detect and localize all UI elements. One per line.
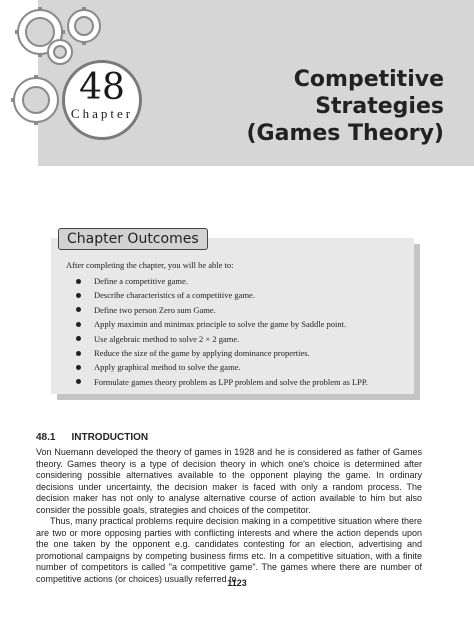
list-item: Use algebraic method to solve 2 × 2 game. [76,332,368,346]
list-item: Formulate games theory problem as LPP problem and solve the problem as LPP. [76,375,368,389]
body-paragraph: Von Nuemann developed the theory of games in 1928 and he is considered as father of Games theory. Games theory is a type of decision theory in which one's choice is determined after considering possible alternatives available to the opponent playing the game. In ordinary decisions under uncertainty, the decision maker is faced with only a random process. The decision maker has not only to analyse alternative course of action available to him but also consider the possible goals, strategies and choices of the competitor. [36,447,422,515]
section-heading [36,432,148,443]
bullet-icon [76,293,81,298]
list-item: Describe characteristics of a competitive game. [76,288,368,302]
bullet-icon [76,307,81,312]
section-number: 48.1 [36,432,56,443]
section-title: INTRODUCTION [71,432,149,443]
chapter-title [246,66,444,147]
chapter-word: Chapter [70,106,134,121]
bullet-icon [76,336,81,341]
bullet-icon [76,322,81,327]
list-item: Define a competitive game. [76,274,368,288]
bullet-icon [76,279,81,284]
body-paragraph: Thus, many practical problems require decision making in a competitive situation where there are two or more opposing parties with conflicting interests and where the action depends upon the one taken by the opponent e.g. candidates contesting for an election, advertising and promotional campaigns by competing business firms etc. In a competitive situation, with a finite number of competitors is called "a competitive game". The games where there are number of competitive actions (or choices) usually referred to [36,516,422,584]
bullet-icon [76,351,81,356]
bullet-icon [76,379,81,384]
list-item: Define two person Zero sum Game. [76,303,368,317]
chapter-title-line: (Games Theory) [246,121,444,146]
outcomes-intro: After completing the chapter, you will be able to: [66,260,234,270]
outcomes-label: Chapter Outcomes [58,228,208,250]
chapter-title-line: Strategies [315,94,444,119]
list-item: Reduce the size of the game by applying dominance properties. [76,346,368,360]
chapter-title-line: Competitive [293,67,444,92]
list-item: Apply maximin and minimax principle to solve the game by Saddle point. [76,317,368,331]
chapter-number: 48 [79,67,125,108]
outcomes-list [76,274,368,389]
bullet-icon [76,365,81,370]
list-item: Apply graphical method to solve the game. [76,360,368,374]
page-number: 1123 [227,578,247,588]
